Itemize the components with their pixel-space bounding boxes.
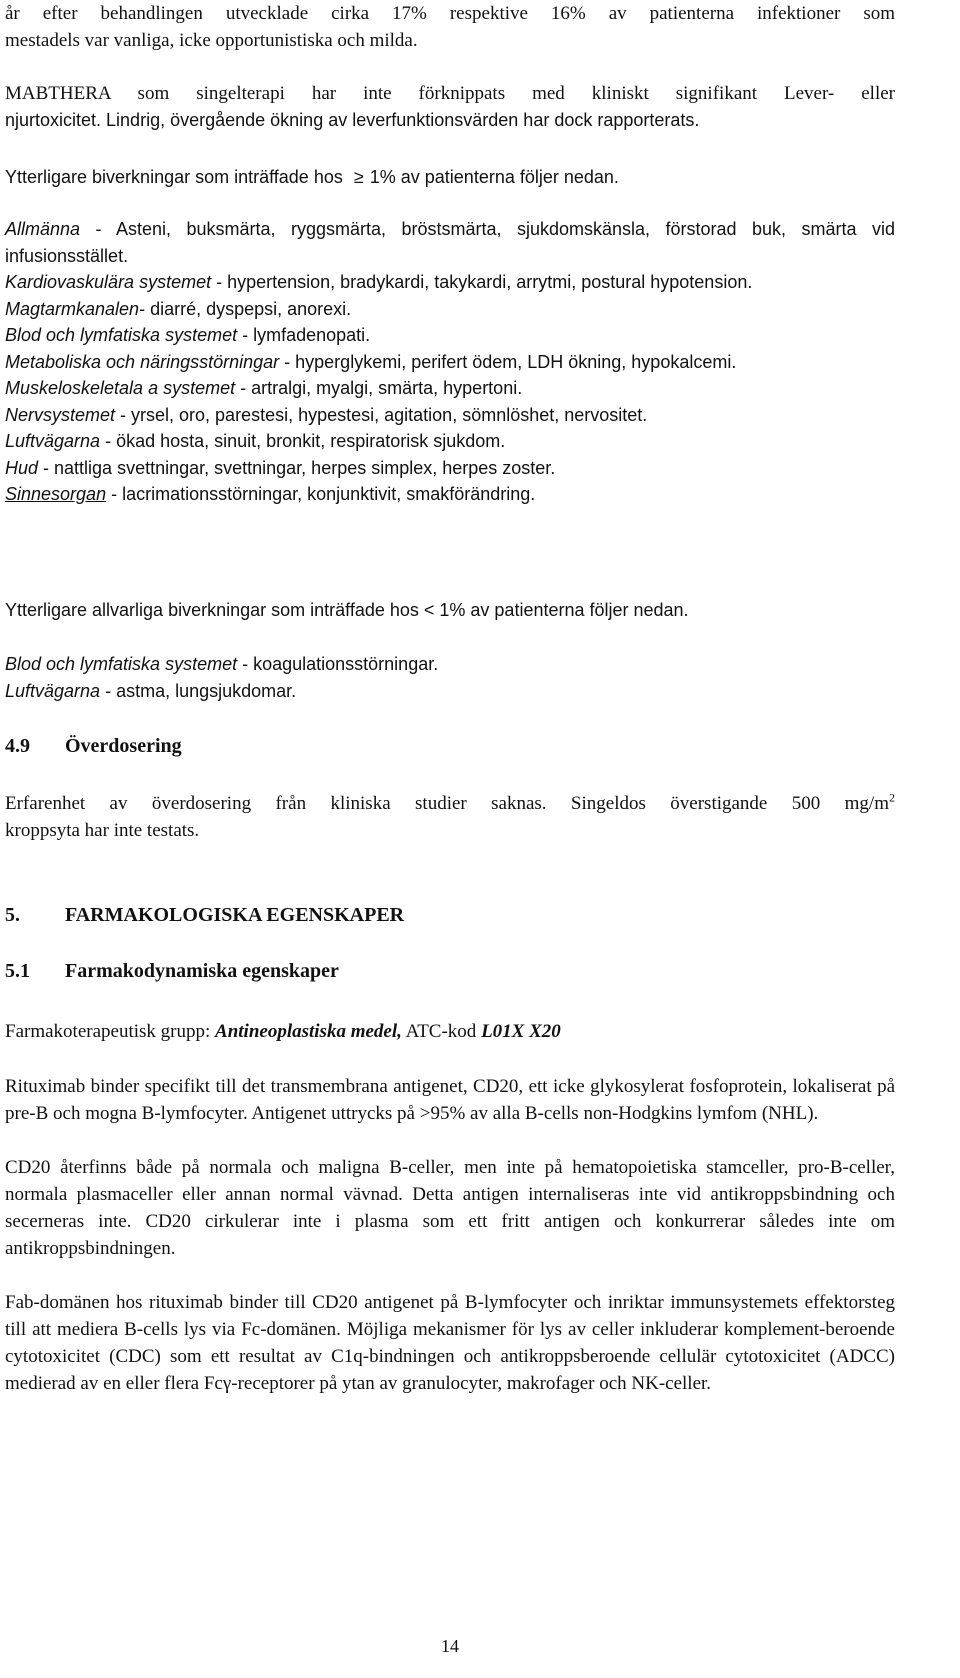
group-prefix: Farmakoterapeutisk grupp: (5, 1021, 216, 1042)
effect-item (5, 651, 895, 678)
section-heading-5 (5, 904, 404, 927)
effect-text: - hypertension, bradykardi, takykardi, arrytmi, postural hypotension. (211, 272, 753, 292)
section-title: Överdosering (65, 735, 182, 757)
effect-item (5, 455, 895, 482)
effect-text: - yrsel, oro, parestesi, hypestesi, agitation, sömnlöshet, nervositet. (115, 404, 648, 425)
section-heading-5-1 (5, 960, 339, 983)
effect-item (5, 481, 895, 508)
effect-item (5, 322, 895, 349)
superscript-two: 2 (889, 790, 895, 805)
effect-organ: Sinnesorgan (5, 484, 107, 504)
further-serious-effects-intro: Ytterligare allvarliga biverkningar som inträffade hos < 1% av patienterna följer nedan. (5, 600, 689, 620)
effect-organ: Muskeloskeletala a systemet (5, 378, 236, 398)
overdose-line-1 (5, 790, 895, 817)
overdose-line-2: kroppsyta har inte testats. (5, 820, 200, 841)
fab-paragraph: Fab-domänen hos rituximab binder till CD20 antigenet på B-lymfocyter och inriktar immunsystemets effektorsteg till att mediera B-cells lys via Fc-domänen. Möjliga mekanismer för lys av celler inkluderar komplement-beroende cytotoxicitet (CDC) som ett resultat av C1q-bindningen och antikroppsberoende cellulär cytotoxicitet (ADCC) medierad av en eller flera Fcγ-receptorer på ytan av granulocyter, makrofager och NK-celler. (5, 1292, 895, 1394)
serious-effects-list (5, 651, 895, 705)
further-common-effects-intro (5, 164, 895, 191)
section-number: 5. (5, 904, 20, 926)
effect-organ: Metaboliska och näringsstörningar (5, 351, 280, 372)
effect-text: - koagulationsstörningar. (237, 654, 439, 674)
effect-text: - lacrimationsstörningar, konjunktivit, smakförändring. (106, 484, 536, 504)
section-heading-4-9 (5, 735, 182, 758)
effect-item (5, 269, 895, 296)
effect-organ: Blod och lymfatiska systemet (5, 325, 238, 345)
overdose-paragraph (5, 790, 895, 844)
section-number: 4.9 (5, 735, 30, 757)
pharmacotherapeutic-group (5, 1018, 895, 1045)
effect-text: - diarré, dyspepsi, anorexi. (139, 298, 352, 319)
cd20-paragraph: CD20 återfinns både på normala och maligna B-celler, men inte på hematopoietiska stamceller, pro-B-celler, normala plasmaceller eller annan normal vävnad. Detta antigen internaliseras inte vid antikroppsbindning och secerneras inte. CD20 cirkulerar inte i plasma som ett fritt antigen och konkurrerar således inte om antikroppsbindningen. (5, 1157, 895, 1259)
mabthera-line-1: MABTHERA som singelterapi har inte förknippats med kliniskt signifikant Lever- eller (5, 83, 895, 104)
atc-code: L01X X20 (481, 1021, 561, 1042)
effect-text: - astma, lungsjukdomar. (100, 681, 297, 701)
effect-item (5, 349, 895, 376)
effect-organ: Luftvägarna (5, 431, 101, 451)
effect-text: - ökad hosta, sinuit, bronkit, respiratorisk sjukdom. (100, 431, 506, 451)
effect-organ: Allmänna (5, 219, 81, 239)
section-title: FARMAKOLOGISKA EGENSKAPER (65, 904, 405, 926)
group-name: Antineoplastiska medel, (215, 1021, 402, 1042)
effect-organ: Kardiovaskulära systemet (5, 272, 212, 292)
section-number: 5.1 (5, 960, 30, 982)
effect-text: - lymfadenopati. (237, 325, 371, 345)
overdose-line-1-text: Erfarenhet av överdosering från kliniska studier saknas. Singeldos överstigande 500 mg/m (5, 793, 889, 814)
further-common-before: Ytterligare biverkningar som inträffade hos (5, 167, 343, 187)
effect-item (5, 678, 895, 705)
effect-item (5, 375, 895, 402)
effect-text: - hyperglykemi, perifert ödem, LDH ökning, hypokalcemi. (279, 351, 737, 372)
rituximab-paragraph: Rituximab binder specifikt till det transmembrana antigenet, CD20, ett icke glykosylerat fosfoprotein, lokaliserat på pre-B och mogna B-lymfocyter. Antigenet uttrycks på >95% av alla B-cells non-Hodgkins lymfom (NHL). (5, 1076, 895, 1124)
page-number: 14 (441, 1636, 459, 1656)
effect-text: - nattliga svettningar, svettningar, herpes simplex, herpes zoster. (38, 457, 556, 478)
mabthera-paragraph (5, 80, 895, 134)
effect-organ: Blod och lymfatiska systemet (5, 654, 238, 674)
further-common-after: 1% av patienterna följer nedan. (369, 167, 619, 187)
common-effects-list (5, 216, 895, 508)
effect-organ: Luftvägarna (5, 681, 101, 701)
effect-text: - artralgi, myalgi, smärta, hypertoni. (235, 378, 523, 398)
effect-text: - Asteni, buksmärta, ryggsmärta, bröstsmärta, sjukdomskänsla, förstorad buk, smärta vid infusionsstället. (5, 219, 895, 266)
mabthera-line-2: njurtoxicitet. Lindrig, övergående ökning av leverfunktionsvärden har dock rapporterats. (5, 110, 700, 130)
atc-prefix: ATC-kod (401, 1021, 482, 1042)
effect-organ: Hud (5, 457, 39, 478)
section-title: Farmakodynamiska egenskaper (65, 960, 339, 982)
intro-line-2: mestadels var vanliga, icke opportunistiska och milda. (5, 30, 418, 51)
effect-organ: Nervsystemet (5, 404, 116, 425)
greater-equal-symbol: ≥ (353, 167, 364, 187)
effect-item (5, 216, 895, 269)
effect-item (5, 428, 895, 455)
effect-item (5, 402, 895, 429)
effect-organ: Magtarmkanalen (5, 298, 140, 319)
intro-line-1: år efter behandlingen utvecklade cirka 17% respektive 16% av patienterna infektioner som (5, 3, 895, 24)
effect-item (5, 296, 895, 323)
intro-paragraph (5, 0, 895, 54)
